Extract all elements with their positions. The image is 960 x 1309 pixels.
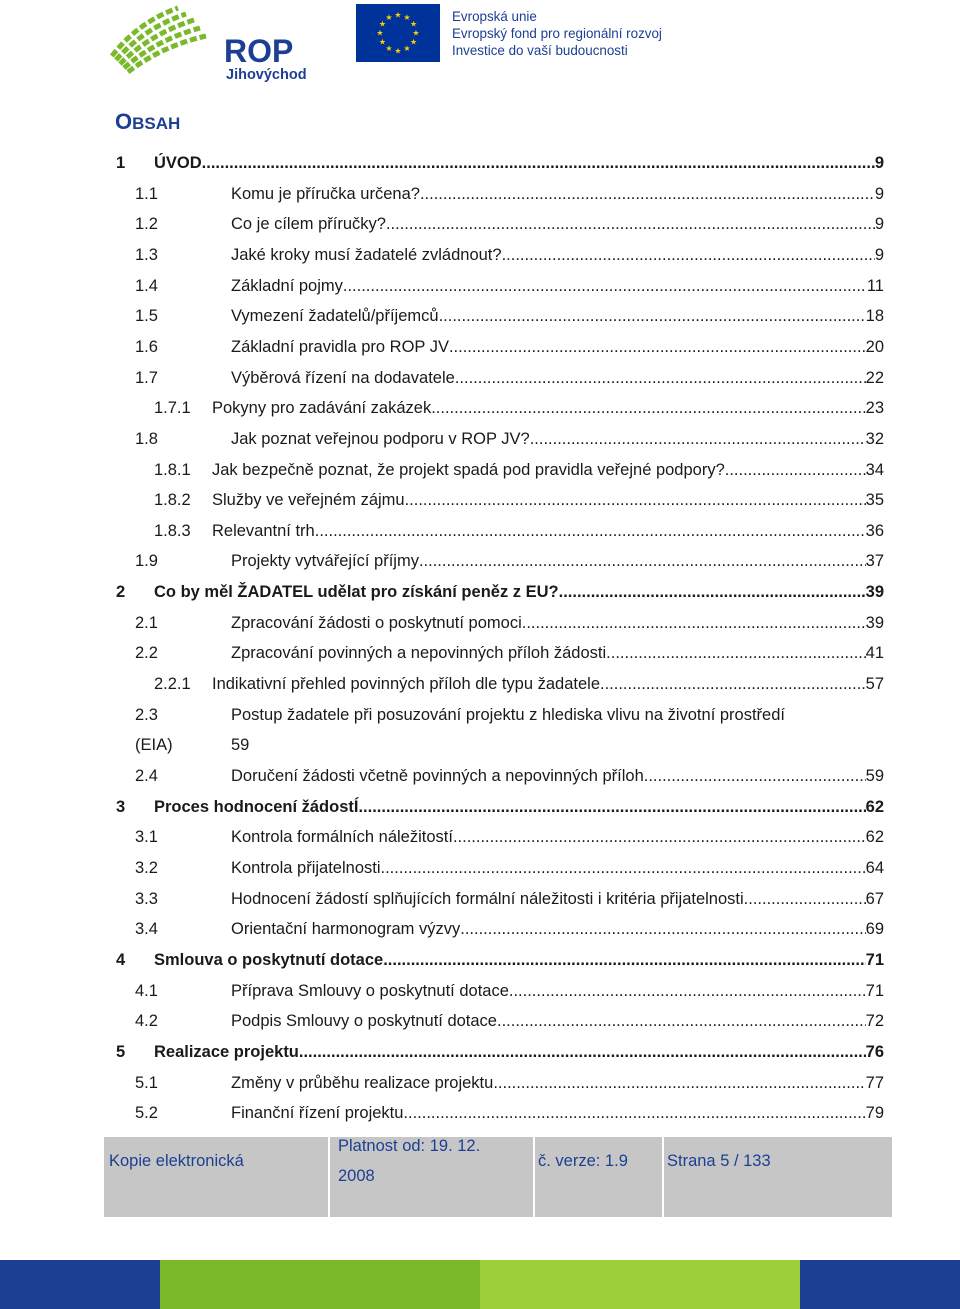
toc-entry[interactable]: [0, 332, 960, 362]
eu-star-icon: ★: [403, 12, 411, 22]
toc-heading: [115, 107, 180, 139]
toc-entry-number: 1.7.1: [154, 399, 191, 418]
toc-entry-title: Služby ve veřejném zájmu: [212, 491, 405, 510]
toc-entry-title: Základní pojmy: [231, 276, 343, 295]
toc-entry[interactable]: [0, 669, 960, 699]
toc-entry[interactable]: [0, 1068, 960, 1098]
toc-dot-leader: [419, 546, 866, 576]
toc-entry-page: 37: [865, 552, 884, 571]
toc-entry-title: Zpracování povinných a nepovinných příloh žádosti: [231, 644, 607, 663]
eu-text-line-2: Evropský fond pro regionální rozvoj: [452, 26, 662, 41]
bottom-bar-segment-4: [800, 1260, 960, 1309]
toc-dot-leader: [455, 363, 866, 393]
toc-entry-title: Doručení žádosti včetně povinných a nepovinných příloh: [231, 767, 644, 785]
toc-entry[interactable]: [0, 976, 960, 1006]
toc-dot-leader: [386, 209, 875, 239]
toc-entry-title: Co je cílem příručky?: [231, 215, 386, 234]
toc-entry-page: 36: [865, 521, 884, 540]
toc-entry-page: 77: [865, 1073, 884, 1092]
toc-entry-title: Pokyny pro zadávání zakázek: [212, 399, 432, 418]
eu-text-line-1: Evropská unie: [452, 9, 537, 24]
toc-entry-title: Proces hodnocení žádostÍ: [154, 797, 359, 816]
footer-version-cell: [533, 1137, 662, 1217]
toc-entry[interactable]: [0, 209, 960, 239]
toc-heading-rest: BSAH: [132, 114, 181, 133]
toc-dot-leader: [358, 792, 865, 822]
toc-dot-leader: [431, 393, 865, 423]
toc-entry-title: Výběrová řízení na dodavatele: [231, 368, 455, 387]
toc-entry-page: 34: [865, 460, 884, 479]
footer-validity-line-1: Platnost od: 19. 12.: [338, 1137, 481, 1155]
eu-star-icon: ★: [376, 28, 384, 38]
bottom-color-bar: [0, 1260, 960, 1309]
footer-validity-line-2: 2008: [338, 1167, 375, 1185]
footer-validity-cell: [328, 1137, 533, 1217]
rop-logo-subtitle: Jihovýchod: [226, 67, 307, 83]
toc-entry-title: Projekty vytvářející příjmy: [231, 552, 419, 571]
toc-entry[interactable]: [0, 608, 960, 638]
footer-page-cell: [662, 1137, 892, 1217]
toc-dot-leader: [725, 455, 866, 485]
toc-entry[interactable]: [0, 546, 960, 576]
footer-copy-cell: [104, 1137, 328, 1217]
rop-logo-name: ROP: [224, 33, 294, 69]
toc-entry-page: 69: [865, 920, 884, 939]
toc-entry-page: 9: [874, 184, 884, 203]
toc-entry-page: 9: [874, 245, 884, 264]
toc-entry-title: Základní pravidla pro ROP JV: [231, 337, 449, 356]
toc-entry-number: 2.3: [135, 705, 158, 724]
toc-entry-number: 3.2: [135, 858, 158, 877]
toc-entry-number: 1.8.1: [154, 460, 191, 479]
toc-entry-page: 39: [865, 583, 884, 602]
toc-entry-title: Příprava Smlouvy o poskytnutí dotace: [231, 981, 509, 1000]
eu-star-icon: ★: [394, 46, 402, 56]
bottom-bar-segment-3: [480, 1260, 800, 1309]
toc-entry-title: Orientační harmonogram výzvy: [231, 920, 461, 939]
toc-entry-title: Smlouva o poskytnutí dotace: [154, 950, 384, 969]
toc-entry-number: 4.1: [135, 981, 158, 1000]
toc-entry[interactable]: [0, 638, 960, 668]
eu-flag-icon: [356, 4, 440, 62]
toc-entry[interactable]: [0, 363, 960, 393]
toc-entry[interactable]: [0, 914, 960, 944]
toc-entry-number: 5.2: [135, 1104, 158, 1123]
toc-entry[interactable]: [0, 455, 960, 485]
toc-entry-title: Změny v průběhu realizace projektu: [231, 1073, 494, 1092]
toc-entry[interactable]: [0, 884, 960, 914]
toc-entry[interactable]: [0, 853, 960, 883]
toc-entry-page: 72: [865, 1012, 884, 1031]
toc-dot-leader: [744, 884, 866, 914]
toc-dot-leader: [453, 822, 866, 852]
toc-entry-page: 11: [866, 276, 884, 295]
toc-entry-page: 71: [865, 950, 884, 969]
toc-dot-leader: [299, 1037, 866, 1067]
toc-dot-leader: [493, 1068, 865, 1098]
toc-entry-title: Finanční řízení projektu: [231, 1104, 404, 1123]
eu-star-icon: ★: [412, 28, 420, 38]
toc-entry-title: Jak bezpečně poznat, že projekt spadá pod pravidla veřejné podpory?: [212, 460, 725, 479]
toc-entry-number: 2.2.1: [154, 675, 191, 694]
toc-entry-page: 59: [865, 767, 884, 785]
toc-entry[interactable]: [0, 485, 960, 515]
toc-entry[interactable]: [0, 301, 960, 331]
toc-dot-leader: [644, 761, 866, 791]
toc-entry-number: 3: [116, 797, 126, 816]
toc-dot-leader: [343, 271, 867, 301]
toc-entry-number: 1.1: [135, 184, 158, 203]
toc-entry[interactable]: [0, 240, 960, 270]
toc-dot-leader: [383, 945, 865, 975]
toc-dot-leader: [530, 424, 866, 454]
rop-swoosh-icon: [112, 8, 206, 72]
rop-logo-graphic: [108, 2, 318, 84]
eu-star-icon: ★: [410, 19, 418, 29]
eu-star-icon: ★: [385, 44, 393, 54]
toc-entry[interactable]: [0, 424, 960, 454]
toc-entry-page: 23: [865, 399, 884, 418]
toc-dot-leader: [420, 179, 875, 209]
toc-entry-number: 1.9: [135, 552, 158, 571]
toc-dot-leader: [381, 853, 866, 883]
toc-entry-page: 9: [874, 154, 884, 172]
toc-dot-leader: [502, 240, 875, 270]
toc-entry-number: 1.8.3: [154, 521, 191, 540]
toc-entry-title: Jak poznat veřejnou podporu v ROP JV?: [231, 429, 530, 448]
toc-entry-number: 5.1: [135, 1073, 158, 1092]
toc-entry-title: Realizace projektu: [154, 1042, 299, 1061]
toc-entry-number: 1.8: [135, 429, 158, 448]
toc-entry-number: 5: [116, 1042, 126, 1061]
toc-entry-number: 4.2: [135, 1012, 158, 1031]
toc-entry[interactable]: [0, 148, 960, 178]
toc-entry-page: 22: [865, 368, 884, 387]
toc-dot-leader: [439, 301, 866, 331]
eu-text-block: [452, 8, 692, 59]
toc-entry-title: Kontrola přijatelnosti: [231, 858, 381, 877]
toc-entry-page: 39: [865, 613, 884, 632]
toc-dot-leader: [522, 608, 866, 638]
footer-version: č. verze: 1.9: [538, 1152, 628, 1170]
toc-entry-title: Relevantní trh: [212, 521, 315, 540]
eu-text-line-3: Investice do vaší budoucnosti: [452, 43, 628, 58]
toc-entry-page: 62: [865, 828, 884, 847]
rop-logo: [108, 2, 318, 84]
toc-entry-title: Podpis Smlouvy o poskytnutí dotace: [231, 1012, 497, 1031]
toc-dot-leader: [509, 976, 866, 1006]
toc-heading-initial: O: [115, 109, 133, 134]
toc-entry-continuation[interactable]: [0, 730, 960, 760]
toc-entry-page: 62: [865, 797, 884, 816]
eu-star-icon: ★: [385, 12, 393, 22]
toc-entry-number: 1.2: [135, 215, 158, 234]
toc-entry[interactable]: [0, 393, 960, 423]
toc-entry-page: 18: [865, 307, 884, 326]
toc-entry-number: 2.1: [135, 613, 158, 632]
toc-entry-number: 3.1: [135, 828, 158, 847]
toc-entry[interactable]: [0, 1037, 960, 1067]
toc-entry[interactable]: [0, 271, 960, 301]
toc-entry[interactable]: [0, 761, 960, 791]
toc-entry[interactable]: [0, 1098, 960, 1128]
document-footer: [104, 1137, 892, 1217]
toc-entry-title: Vymezení žadatelů/příjemců: [231, 307, 439, 326]
bottom-bar-segment-1: [0, 1260, 160, 1309]
toc-dot-leader: [315, 516, 866, 546]
toc-entry-page: 67: [865, 889, 884, 908]
toc-entry[interactable]: [0, 822, 960, 852]
eu-star-icon: ★: [378, 37, 386, 47]
toc-entry-page: 57: [865, 675, 884, 694]
toc-entry-page: 32: [865, 429, 884, 448]
eu-star-icon: ★: [394, 10, 402, 20]
toc-entry-page: 71: [865, 981, 884, 1000]
toc-entry-page: 64: [865, 858, 884, 877]
toc-entry-number: 3.4: [135, 920, 158, 939]
toc-entry[interactable]: [0, 792, 960, 822]
toc-entry[interactable]: [0, 700, 960, 730]
toc-entry-title-continuation: (EIA): [135, 736, 173, 755]
footer-page-label: Strana 5 / 133: [667, 1152, 771, 1170]
toc-dot-leader: [460, 914, 865, 944]
eu-flag-graphic: [356, 4, 440, 62]
toc-entry-title: Komu je příručka určena?: [231, 184, 420, 203]
toc-entry-number: 1.3: [135, 245, 158, 264]
toc-dot-leader: [497, 1006, 866, 1036]
toc-entry-page: 20: [865, 337, 884, 356]
toc-entry-title: ÚVOD: [154, 154, 202, 172]
toc-dot-leader: [606, 638, 865, 668]
toc-entry-page: 41: [865, 644, 884, 663]
toc-dot-leader: [403, 1098, 865, 1128]
toc-entry-number: 4: [116, 950, 126, 969]
toc-entry-page: 9: [874, 215, 884, 234]
toc-entry[interactable]: [0, 179, 960, 209]
toc-entry-page: 79: [865, 1104, 884, 1123]
toc-entry-number: 2: [116, 583, 126, 602]
toc-entry-number: 2.4: [135, 767, 158, 785]
toc-dot-leader: [202, 148, 875, 178]
toc-entry-title: Jaké kroky musí žadatelé zvládnout?: [231, 245, 502, 264]
toc-dot-leader: [405, 485, 866, 515]
toc-entry-title: Hodnocení žádostí splňujících formální náležitosti i kritéria přijatelnosti: [231, 889, 744, 908]
toc-dot-leader: [600, 669, 866, 699]
toc-dot-leader: [449, 332, 866, 362]
toc-entry-number: 1.7: [135, 368, 158, 387]
toc-entry-title: Postup žadatele při posuzování projektu z hlediska vlivu na životní prostředí: [231, 705, 785, 724]
toc-entry-number: 1.5: [135, 307, 158, 326]
toc-entry-title: Indikativní přehled povinných příloh dle typu žadatele: [212, 675, 600, 694]
toc-entry-number: 1.8.2: [154, 491, 191, 510]
eu-star-icon: ★: [378, 19, 386, 29]
toc-entry-title: Kontrola formálních náležitostí: [231, 828, 453, 847]
toc-entry[interactable]: [0, 577, 960, 607]
bottom-bar-segment-2: [160, 1260, 480, 1309]
toc-entry-title: Zpracování žádosti o poskytnutí pomoci: [231, 613, 522, 632]
toc-entry[interactable]: [0, 516, 960, 546]
eu-star-icon: ★: [410, 37, 418, 47]
toc-entry-page: 35: [865, 491, 884, 510]
toc-entry-number: 3.3: [135, 889, 158, 908]
toc-entry-page: 76: [865, 1042, 884, 1061]
toc-entry-number: 2.2: [135, 644, 158, 663]
toc-entry-page: 59: [231, 736, 250, 755]
toc-entry-title: Co by měl ŽADATEL udělat pro získání peněz z EU?: [154, 583, 559, 602]
toc-dot-leader: [559, 577, 866, 607]
toc-entry-number: 1: [116, 154, 126, 172]
toc-entry[interactable]: [0, 945, 960, 975]
toc-entry-number: 1.6: [135, 337, 158, 356]
eu-star-icon: ★: [403, 44, 411, 54]
toc-entry[interactable]: [0, 1006, 960, 1036]
toc-entry-number: 1.4: [135, 276, 158, 295]
footer-copy-label: Kopie elektronická: [109, 1152, 244, 1170]
